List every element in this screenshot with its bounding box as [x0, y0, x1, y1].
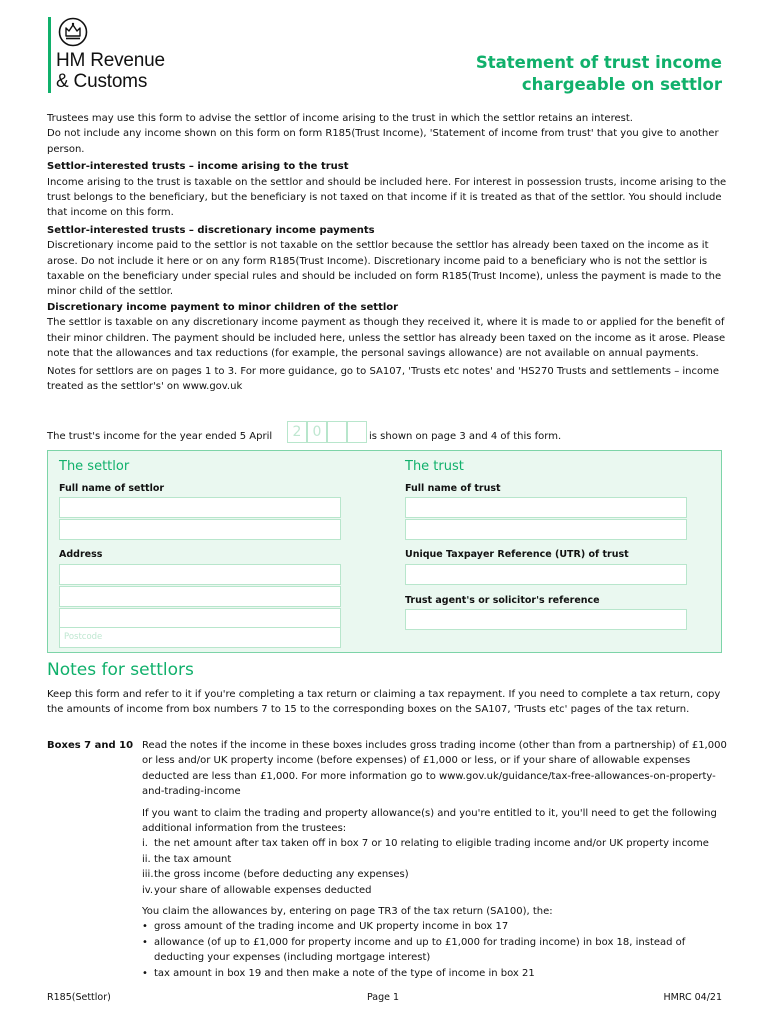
list-item: i. the net amount after tax taken off in box 7 or 10 relating to eligible trading income and/or UK property income: [142, 838, 709, 850]
intro-para-3: Income arising to the trust is taxable on the settlor and should be included here. For interest in possession trusts, income arising to the trust belongs to the beneficiary, but the beneficiary is not taxed on that income if it is treated as that of the settlor. You should include that income on this form.: [47, 176, 727, 219]
org-name: [56, 50, 165, 92]
allowance-bullet-list: [142, 919, 727, 981]
page-title: [476, 52, 722, 96]
year-suffix: is shown on page 3 and 4 of this form.: [369, 431, 562, 442]
title-line1: Statement of trust income: [475, 53, 722, 72]
bullet-item: • tax amount in box 19 and then make a note of the type of income in box 21: [142, 967, 535, 979]
trust-agent-input[interactable]: [405, 609, 687, 630]
form-version: HMRC 04/21: [663, 992, 722, 1003]
trust-utr-label: Unique Taxpayer Reference (UTR) of trust: [405, 549, 629, 560]
notes-intro: Keep this form and refer to it if you're completing a tax return or claiming a tax repayment. If you need to complete a tax return, copy the amounts of income from box numbers 7 to 15 to the corresponding boxes on the SA107, 'Trusts etc' pages of the tax return.: [47, 689, 721, 716]
year-digit-4[interactable]: [347, 421, 367, 443]
intro-section: [47, 111, 727, 394]
boxes-7-10-label: Boxes 7 and 10: [47, 740, 134, 751]
boxes-para-2: If you want to claim the trading and property allowance(s) and you're entitled to it, you'll need to get the following additional information from the trustees:: [142, 807, 717, 835]
notes-heading: Notes for settlors: [47, 660, 194, 680]
settlor-name-input-2[interactable]: [59, 519, 341, 540]
logo-bar: [48, 17, 51, 93]
year-digit-3[interactable]: [327, 421, 347, 443]
trust-heading: The trust: [405, 459, 464, 474]
settlor-address-label: Address: [59, 549, 103, 560]
list-item: iv. your share of allowable expenses deducted: [142, 884, 372, 896]
list-item: iii. the gross income (before deducting any expenses): [142, 869, 409, 881]
settlor-name-input-1[interactable]: [59, 497, 341, 518]
page-number: Page 1: [367, 992, 400, 1003]
settlor-address-input-2[interactable]: [59, 586, 341, 607]
settlor-address-input-1[interactable]: [59, 564, 341, 585]
settlor-address-input-3[interactable]: [59, 608, 341, 629]
intro-para-4: Discretionary income paid to the settlor is not taxable on the settlor because the settlor has already been taxed on the income as it arose. Do not include it here or on any form R185(Trust Income). Discretionary income paid to a beneficiary who is not the settlor is taxable on the beneficiary under special rules and should be included on form R185(Trust Income), unless the payment is made to the minor child of the settlor.: [47, 240, 722, 298]
settlor-trust-panel: [47, 450, 722, 653]
boxes-para-3: You claim the allowances by, entering on page TR3 of the tax return (SA100), the:: [142, 906, 553, 918]
info-list: [142, 836, 727, 898]
intro-para-5: The settlor is taxable on any discretionary income payment as though they received it, where it is made to or applied for the benefit of their minor children. The payment should be included here, unless the settlor has already been taxed on the income as it arose. Please note that the allowances and tax reductions (for example, the personal savings allowance) are not available on annual payments.: [47, 317, 726, 360]
list-item: ii. the tax amount: [142, 853, 232, 865]
intro-para-1: Trustees may use this form to advise the settlor of income arising to the trust in which the settlor retains an interest.: [47, 113, 633, 124]
intro-heading-1: Settlor-interested trusts – income arising to the trust: [47, 161, 349, 173]
year-digit-1[interactable]: 2: [287, 421, 307, 443]
trust-agent-label: Trust agent's or solicitor's reference: [405, 595, 600, 606]
boxes-7-10-notes: [142, 738, 727, 981]
bullet-item: • gross amount of the trading income and UK property income in box 17: [142, 921, 509, 933]
bullet-item: • allowance (of up to £1,000 for property income and up to £1,000 for trading income) in box 18, instead of deducting your expenses (including mortgage interest): [142, 936, 686, 964]
intro-para-2: Do not include any income shown on this form on form R185(Trust Income), 'Statement of income from trust' that you give to another person.: [47, 128, 719, 155]
year-label: The trust's income for the year ended 5 April: [47, 431, 273, 442]
trust-name-label: Full name of trust: [405, 483, 501, 494]
intro-heading-2: Settlor-interested trusts – discretionary income payments: [47, 224, 375, 236]
title-line2: chargeable on settlor: [521, 75, 722, 94]
form-reference: R185(Settlor): [47, 992, 111, 1003]
intro-heading-3: Discretionary income payment to minor children of the settlor: [47, 301, 399, 313]
org-name-line1: HM Revenue: [56, 50, 165, 71]
org-name-line2: & Customs: [56, 71, 148, 92]
trust-name-input-1[interactable]: [405, 497, 687, 518]
year-digit-2[interactable]: 0: [307, 421, 327, 443]
trust-utr-input[interactable]: [405, 564, 687, 585]
page-footer: [47, 990, 722, 1006]
settlor-name-label: Full name of settlor: [59, 483, 165, 494]
settlor-heading: The settlor: [59, 459, 130, 474]
royal-crest-icon: [58, 17, 88, 47]
year-line: [47, 421, 727, 445]
trust-name-input-2[interactable]: [405, 519, 687, 540]
settlor-postcode-input[interactable]: Postcode: [59, 627, 341, 648]
boxes-para-1: Read the notes if the income in these boxes includes gross trading income (other than from a partnership) of £1,000 or less and/or UK property income (before expenses) of £1,000 or less, or if your share of allowable expenses deducted are less than £1,000. For more information go to www.gov.uk/guidance/tax-free-allowances-on-property-and-trading-income: [142, 740, 727, 798]
intro-para-6: Notes for settlors are on pages 1 to 3. For more guidance, go to SA107, 'Trusts etc notes' and 'HS270 Trusts and settlements – income treated as the settlor's' on www.gov.uk: [47, 365, 719, 392]
